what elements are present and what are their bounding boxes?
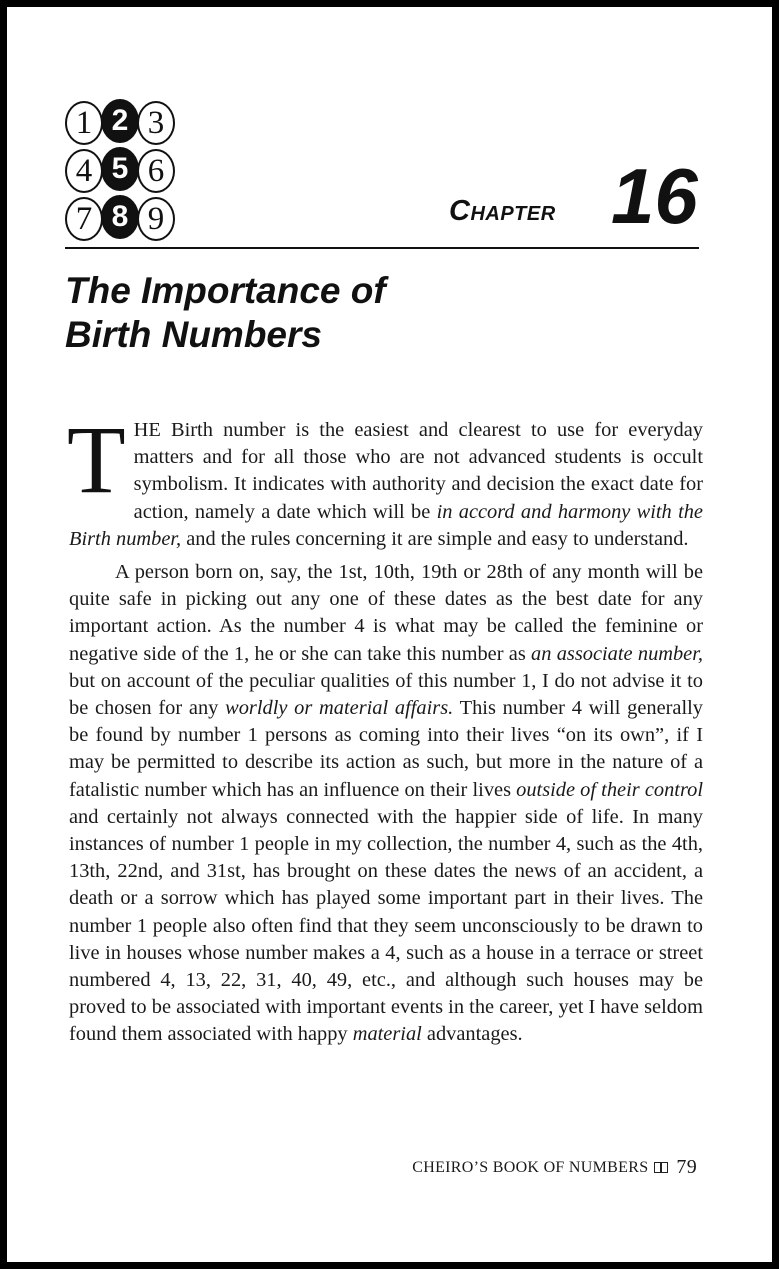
emblem-number-9: 9 bbox=[137, 197, 175, 241]
chapter-title-line-1: The Importance of bbox=[65, 270, 386, 311]
emblem-number-2: 2 bbox=[101, 99, 139, 143]
emblem-number-5: 5 bbox=[101, 147, 139, 191]
chapter-title-line-2: Birth Numbers bbox=[65, 314, 322, 355]
paragraph-1 bbox=[67, 406, 703, 553]
paragraph-2-text-e: advantages. bbox=[421, 1023, 523, 1046]
paragraph-1-italic-a: in accord and harmony with the Birth number, bbox=[69, 500, 703, 550]
book-page bbox=[7, 7, 772, 1262]
emblem-number-3: 3 bbox=[137, 101, 175, 145]
emblem-number-7: 7 bbox=[65, 197, 103, 241]
paragraph-2-text-d: and certainly not always connected with the happier side of life. In many instances of number 1 people in my collection, the number 4, such as the 4th, 13th, 22nd, and 31st, has brought on these dates the news of an accident, a death or a sorrow which has played some important part in their lives. The number 1 people also often find that they seem unconsciously to be drawn to live in houses whose number makes a 4, such as a house in a terrace or street numbered 4, 13, 22, 31, 40, 49, etc., and although such houses may be proved to be associated with important events in the career, yet I have seldom found them associated with happy bbox=[69, 805, 703, 1046]
paragraph-2-italic-c: outside of their control bbox=[516, 778, 703, 801]
paragraph-2-text-a: A person born on, say, the 1st, 10th, 19th or 28th of any month will be quite safe in picking out any one of these dates as the best date for any important action. As the number 4 is what may be called the feminine or negative side of the 1, he or she can take this number as bbox=[69, 561, 703, 665]
emblem-number-1: 1 bbox=[65, 101, 103, 145]
emblem-number-4: 4 bbox=[65, 149, 103, 193]
emblem-number-8: 8 bbox=[101, 195, 139, 239]
page-number: 79 bbox=[676, 1156, 697, 1178]
chapter-divider bbox=[65, 247, 699, 249]
chapter-label: Chapter bbox=[449, 195, 556, 227]
paragraph-2-text-c: This number 4 will generally be found by number 1 persons as coming into their lives “on its own”, if I may be permitted to describe its action as such, but more in the nature of a fatalistic number which has an influence on their lives bbox=[69, 697, 703, 801]
emblem-number-6: 6 bbox=[137, 149, 175, 193]
paragraph-2-italic-d: material bbox=[352, 1023, 422, 1046]
body-text bbox=[67, 406, 704, 1049]
paragraph-2 bbox=[69, 559, 703, 1049]
paragraph-1-text-b: and the rules concerning it are simple and easy to understand. bbox=[181, 527, 689, 550]
paragraph-2-text-b: but on account of the peculiar qualities of this number 1, I do not advise it to be chosen for any bbox=[69, 669, 703, 720]
book-icon bbox=[654, 1162, 668, 1173]
page-footer bbox=[412, 1156, 697, 1179]
chapter-title bbox=[65, 269, 386, 357]
chapter-number: 16 bbox=[611, 152, 698, 240]
footer-book-title: CHEIRO’S BOOK OF NUMBERS bbox=[412, 1158, 649, 1176]
number-grid-emblem bbox=[63, 99, 183, 247]
paragraph-2-italic-b: worldly or material affairs. bbox=[225, 697, 454, 720]
paragraph-2-italic-a: an associate number, bbox=[531, 642, 704, 665]
paragraph-1-text-a: HE Birth number is the easiest and clearest to use for everyday matters and for all those who are not advanced students is occult symbolism. It indicates with authority and decision the exact date for action, namely a date which will be bbox=[133, 419, 703, 523]
drop-cap: T bbox=[67, 406, 126, 513]
